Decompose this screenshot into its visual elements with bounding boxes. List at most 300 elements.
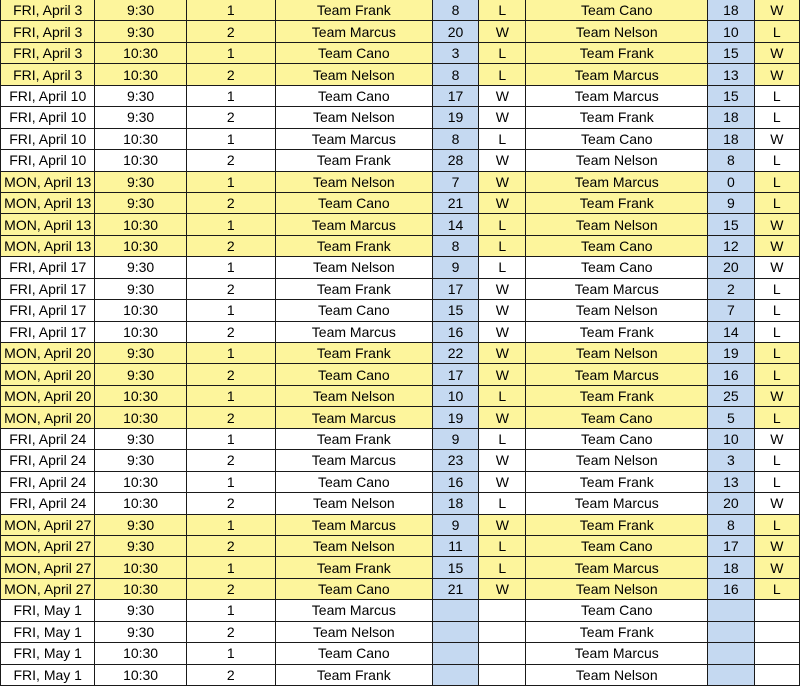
home-score-cell: 21 [432, 578, 478, 599]
home-result-cell: L [479, 535, 526, 556]
field-cell: 2 [186, 578, 275, 599]
away-team-cell: Team Cano [526, 0, 708, 21]
home-score-cell: 8 [432, 235, 478, 256]
home-score-cell: 8 [432, 0, 478, 21]
home-result-cell: W [479, 407, 526, 428]
away-team-cell: Team Cano [526, 535, 708, 556]
home-result-cell: L [479, 0, 526, 21]
home-score-cell: 22 [432, 343, 478, 364]
time-cell: 10:30 [95, 578, 186, 599]
field-cell: 1 [186, 128, 275, 149]
game-row [1, 171, 800, 192]
game-row [1, 192, 800, 213]
home-team-cell: Team Nelson [275, 171, 432, 192]
home-team-cell: Team Cano [275, 643, 432, 664]
away-result-cell: L [754, 471, 799, 492]
away-team-cell: Team Nelson [526, 21, 708, 42]
date-cell: MON, April 20 [1, 407, 95, 428]
game-row [1, 21, 800, 42]
away-result-cell: L [754, 107, 799, 128]
away-result-cell: L [754, 21, 799, 42]
game-row [1, 578, 800, 599]
field-cell: 2 [186, 664, 275, 685]
date-cell: MON, April 20 [1, 385, 95, 406]
home-score-cell: 11 [432, 535, 478, 556]
away-score-cell: 14 [708, 321, 754, 342]
home-result-cell: W [479, 450, 526, 471]
home-score-cell: 10 [432, 385, 478, 406]
away-team-cell: Team Frank [526, 321, 708, 342]
home-score-cell: 7 [432, 171, 478, 192]
home-result-cell: L [479, 428, 526, 449]
home-score-cell: 23 [432, 450, 478, 471]
home-score-cell: 21 [432, 192, 478, 213]
time-cell: 10:30 [95, 42, 186, 63]
away-team-cell: Team Cano [526, 235, 708, 256]
time-cell: 9:30 [95, 343, 186, 364]
away-score-cell: 8 [708, 514, 754, 535]
home-result-cell: L [479, 557, 526, 578]
time-cell: 9:30 [95, 0, 186, 21]
home-result-cell: W [479, 85, 526, 106]
date-cell: FRI, April 24 [1, 428, 95, 449]
time-cell: 9:30 [95, 257, 186, 278]
away-score-cell: 8 [708, 150, 754, 171]
time-cell: 10:30 [95, 385, 186, 406]
away-result-cell: L [754, 150, 799, 171]
away-team-cell: Team Marcus [526, 85, 708, 106]
away-team-cell: Team Nelson [526, 300, 708, 321]
away-result-cell: L [754, 171, 799, 192]
home-result-cell: L [479, 64, 526, 85]
home-team-cell: Team Frank [275, 235, 432, 256]
away-result-cell: L [754, 364, 799, 385]
field-cell: 1 [186, 42, 275, 63]
game-row [1, 428, 800, 449]
home-result-cell: W [479, 171, 526, 192]
time-cell: 10:30 [95, 643, 186, 664]
time-cell: 10:30 [95, 471, 186, 492]
date-cell: FRI, May 1 [1, 600, 95, 621]
away-team-cell: Team Frank [526, 192, 708, 213]
away-result-cell: W [754, 64, 799, 85]
away-score-cell: 13 [708, 64, 754, 85]
date-cell: FRI, May 1 [1, 621, 95, 642]
home-result-cell: L [479, 214, 526, 235]
home-team-cell: Team Marcus [275, 600, 432, 621]
home-score-cell: 16 [432, 471, 478, 492]
home-result-cell: W [479, 321, 526, 342]
away-result-cell: W [754, 385, 799, 406]
field-cell: 1 [186, 257, 275, 278]
home-score-cell: 14 [432, 214, 478, 235]
home-team-cell: Team Cano [275, 578, 432, 599]
home-team-cell: Team Nelson [275, 535, 432, 556]
home-score-cell: 19 [432, 407, 478, 428]
away-score-cell [708, 621, 754, 642]
away-team-cell: Team Frank [526, 385, 708, 406]
home-team-cell: Team Marcus [275, 128, 432, 149]
away-score-cell: 17 [708, 535, 754, 556]
away-score-cell: 3 [708, 450, 754, 471]
field-cell: 2 [186, 364, 275, 385]
away-score-cell [708, 643, 754, 664]
field-cell: 2 [186, 535, 275, 556]
away-result-cell [754, 643, 799, 664]
away-score-cell: 16 [708, 364, 754, 385]
time-cell: 9:30 [95, 171, 186, 192]
time-cell: 10:30 [95, 300, 186, 321]
home-team-cell: Team Nelson [275, 493, 432, 514]
game-row [1, 257, 800, 278]
field-cell: 2 [186, 192, 275, 213]
field-cell: 1 [186, 0, 275, 21]
time-cell: 9:30 [95, 278, 186, 299]
away-result-cell: W [754, 535, 799, 556]
away-result-cell: W [754, 557, 799, 578]
time-cell: 9:30 [95, 107, 186, 128]
away-score-cell: 13 [708, 471, 754, 492]
field-cell: 1 [186, 514, 275, 535]
home-score-cell [432, 621, 478, 642]
away-team-cell: Team Nelson [526, 343, 708, 364]
home-result-cell [479, 643, 526, 664]
field-cell: 2 [186, 21, 275, 42]
away-team-cell: Team Frank [526, 621, 708, 642]
time-cell: 9:30 [95, 621, 186, 642]
away-result-cell: L [754, 450, 799, 471]
date-cell: FRI, April 24 [1, 450, 95, 471]
away-team-cell: Team Nelson [526, 214, 708, 235]
home-result-cell: L [479, 257, 526, 278]
home-score-cell: 9 [432, 428, 478, 449]
field-cell: 2 [186, 493, 275, 514]
home-result-cell: W [479, 107, 526, 128]
home-score-cell [432, 664, 478, 685]
game-row [1, 214, 800, 235]
home-team-cell: Team Frank [275, 428, 432, 449]
away-result-cell: L [754, 578, 799, 599]
field-cell: 1 [186, 471, 275, 492]
field-cell: 1 [186, 643, 275, 664]
time-cell: 10:30 [95, 214, 186, 235]
away-team-cell: Team Marcus [526, 278, 708, 299]
away-team-cell: Team Nelson [526, 150, 708, 171]
home-team-cell: Team Cano [275, 192, 432, 213]
date-cell: MON, April 13 [1, 235, 95, 256]
time-cell: 10:30 [95, 150, 186, 171]
home-score-cell: 17 [432, 278, 478, 299]
date-cell: MON, April 27 [1, 578, 95, 599]
date-cell: MON, April 13 [1, 192, 95, 213]
away-team-cell: Team Cano [526, 257, 708, 278]
away-team-cell: Team Cano [526, 407, 708, 428]
date-cell: FRI, April 17 [1, 278, 95, 299]
time-cell: 10:30 [95, 64, 186, 85]
away-team-cell: Team Cano [526, 128, 708, 149]
field-cell: 1 [186, 428, 275, 449]
away-result-cell: L [754, 321, 799, 342]
home-team-cell: Team Nelson [275, 107, 432, 128]
home-team-cell: Team Nelson [275, 385, 432, 406]
away-team-cell: Team Nelson [526, 450, 708, 471]
game-row [1, 85, 800, 106]
game-row [1, 600, 800, 621]
time-cell: 9:30 [95, 600, 186, 621]
away-score-cell: 20 [708, 493, 754, 514]
date-cell: FRI, April 10 [1, 85, 95, 106]
home-score-cell: 15 [432, 557, 478, 578]
home-score-cell: 9 [432, 257, 478, 278]
away-result-cell: W [754, 214, 799, 235]
date-cell: MON, April 27 [1, 535, 95, 556]
field-cell: 2 [186, 407, 275, 428]
away-result-cell: L [754, 514, 799, 535]
away-result-cell: L [754, 300, 799, 321]
home-result-cell: W [479, 300, 526, 321]
home-result-cell: W [479, 150, 526, 171]
field-cell: 2 [186, 450, 275, 471]
away-team-cell: Team Cano [526, 600, 708, 621]
home-result-cell: W [479, 514, 526, 535]
away-score-cell: 5 [708, 407, 754, 428]
away-result-cell [754, 664, 799, 685]
away-result-cell: W [754, 128, 799, 149]
home-team-cell: Team Frank [275, 557, 432, 578]
home-result-cell: W [479, 471, 526, 492]
game-row [1, 42, 800, 63]
game-row [1, 0, 800, 21]
time-cell: 9:30 [95, 450, 186, 471]
date-cell: FRI, April 17 [1, 321, 95, 342]
field-cell: 2 [186, 621, 275, 642]
home-team-cell: Team Cano [275, 471, 432, 492]
field-cell: 1 [186, 557, 275, 578]
away-score-cell: 19 [708, 343, 754, 364]
away-score-cell: 15 [708, 85, 754, 106]
field-cell: 2 [186, 321, 275, 342]
away-score-cell: 20 [708, 257, 754, 278]
game-row [1, 557, 800, 578]
game-row [1, 343, 800, 364]
field-cell: 1 [186, 214, 275, 235]
home-team-cell: Team Marcus [275, 514, 432, 535]
home-team-cell: Team Marcus [275, 21, 432, 42]
away-score-cell [708, 600, 754, 621]
time-cell: 10:30 [95, 321, 186, 342]
time-cell: 10:30 [95, 557, 186, 578]
away-result-cell [754, 621, 799, 642]
home-team-cell: Team Marcus [275, 407, 432, 428]
home-team-cell: Team Frank [275, 0, 432, 21]
field-cell: 1 [186, 171, 275, 192]
home-score-cell: 15 [432, 300, 478, 321]
away-result-cell: L [754, 278, 799, 299]
home-team-cell: Team Cano [275, 300, 432, 321]
home-score-cell: 9 [432, 514, 478, 535]
date-cell: MON, April 13 [1, 214, 95, 235]
field-cell: 1 [186, 300, 275, 321]
game-row [1, 321, 800, 342]
home-result-cell [479, 621, 526, 642]
away-score-cell: 7 [708, 300, 754, 321]
game-row [1, 300, 800, 321]
home-score-cell: 8 [432, 128, 478, 149]
away-score-cell: 25 [708, 385, 754, 406]
game-row [1, 535, 800, 556]
date-cell: FRI, April 10 [1, 107, 95, 128]
time-cell: 10:30 [95, 128, 186, 149]
game-row [1, 450, 800, 471]
away-score-cell [708, 664, 754, 685]
away-result-cell [754, 600, 799, 621]
field-cell: 1 [186, 600, 275, 621]
away-score-cell: 16 [708, 578, 754, 599]
game-row [1, 235, 800, 256]
date-cell: MON, April 20 [1, 364, 95, 385]
away-score-cell: 15 [708, 214, 754, 235]
date-cell: FRI, April 10 [1, 128, 95, 149]
home-team-cell: Team Marcus [275, 214, 432, 235]
time-cell: 10:30 [95, 493, 186, 514]
home-result-cell: L [479, 128, 526, 149]
field-cell: 2 [186, 64, 275, 85]
date-cell: MON, April 13 [1, 171, 95, 192]
away-team-cell: Team Marcus [526, 171, 708, 192]
game-row [1, 385, 800, 406]
away-result-cell: W [754, 235, 799, 256]
away-score-cell: 15 [708, 42, 754, 63]
home-result-cell [479, 600, 526, 621]
home-team-cell: Team Frank [275, 150, 432, 171]
date-cell: FRI, April 3 [1, 0, 95, 21]
away-result-cell: L [754, 343, 799, 364]
date-cell: FRI, April 3 [1, 21, 95, 42]
home-result-cell: W [479, 192, 526, 213]
home-result-cell: W [479, 21, 526, 42]
away-score-cell: 9 [708, 192, 754, 213]
home-team-cell: Team Marcus [275, 321, 432, 342]
date-cell: MON, April 27 [1, 557, 95, 578]
game-row [1, 514, 800, 535]
home-score-cell: 19 [432, 107, 478, 128]
away-team-cell: Team Marcus [526, 364, 708, 385]
schedule-body [1, 0, 800, 686]
home-result-cell: W [479, 278, 526, 299]
away-score-cell: 2 [708, 278, 754, 299]
home-score-cell: 16 [432, 321, 478, 342]
home-score-cell: 17 [432, 85, 478, 106]
home-score-cell: 8 [432, 64, 478, 85]
away-team-cell: Team Marcus [526, 557, 708, 578]
away-team-cell: Team Nelson [526, 578, 708, 599]
field-cell: 2 [186, 235, 275, 256]
home-team-cell: Team Marcus [275, 450, 432, 471]
home-result-cell: W [479, 364, 526, 385]
time-cell: 9:30 [95, 364, 186, 385]
home-result-cell: L [479, 42, 526, 63]
field-cell: 1 [186, 343, 275, 364]
home-score-cell [432, 600, 478, 621]
home-score-cell: 17 [432, 364, 478, 385]
away-team-cell: Team Marcus [526, 64, 708, 85]
date-cell: FRI, April 3 [1, 64, 95, 85]
away-team-cell: Team Cano [526, 428, 708, 449]
time-cell: 9:30 [95, 192, 186, 213]
home-result-cell: L [479, 235, 526, 256]
date-cell: FRI, May 1 [1, 643, 95, 664]
home-score-cell: 20 [432, 21, 478, 42]
date-cell: MON, April 27 [1, 514, 95, 535]
away-score-cell: 18 [708, 0, 754, 21]
home-score-cell: 3 [432, 42, 478, 63]
date-cell: FRI, April 24 [1, 493, 95, 514]
home-team-cell: Team Cano [275, 42, 432, 63]
away-result-cell: W [754, 42, 799, 63]
away-team-cell: Team Frank [526, 42, 708, 63]
game-row [1, 64, 800, 85]
game-row [1, 150, 800, 171]
home-result-cell: W [479, 343, 526, 364]
home-score-cell: 28 [432, 150, 478, 171]
field-cell: 2 [186, 278, 275, 299]
home-score-cell: 18 [432, 493, 478, 514]
home-team-cell: Team Cano [275, 85, 432, 106]
away-team-cell: Team Marcus [526, 643, 708, 664]
date-cell: FRI, April 10 [1, 150, 95, 171]
home-result-cell: L [479, 493, 526, 514]
time-cell: 9:30 [95, 85, 186, 106]
game-row [1, 364, 800, 385]
game-row [1, 407, 800, 428]
home-team-cell: Team Cano [275, 364, 432, 385]
game-row [1, 107, 800, 128]
field-cell: 1 [186, 385, 275, 406]
home-team-cell: Team Frank [275, 278, 432, 299]
home-result-cell [479, 664, 526, 685]
game-row [1, 128, 800, 149]
date-cell: FRI, April 17 [1, 257, 95, 278]
home-team-cell: Team Frank [275, 343, 432, 364]
game-row [1, 621, 800, 642]
home-team-cell: Team Nelson [275, 621, 432, 642]
date-cell: FRI, April 24 [1, 471, 95, 492]
home-team-cell: Team Frank [275, 664, 432, 685]
away-team-cell: Team Frank [526, 514, 708, 535]
away-score-cell: 18 [708, 557, 754, 578]
home-score-cell [432, 643, 478, 664]
time-cell: 9:30 [95, 514, 186, 535]
date-cell: MON, April 20 [1, 343, 95, 364]
time-cell: 9:30 [95, 21, 186, 42]
away-score-cell: 18 [708, 107, 754, 128]
away-team-cell: Team Nelson [526, 664, 708, 685]
away-result-cell: W [754, 428, 799, 449]
game-row [1, 664, 800, 685]
away-score-cell: 0 [708, 171, 754, 192]
away-score-cell: 18 [708, 128, 754, 149]
away-score-cell: 10 [708, 428, 754, 449]
away-team-cell: Team Frank [526, 107, 708, 128]
away-score-cell: 12 [708, 235, 754, 256]
game-row [1, 278, 800, 299]
field-cell: 2 [186, 107, 275, 128]
home-result-cell: W [479, 578, 526, 599]
field-cell: 1 [186, 85, 275, 106]
away-result-cell: L [754, 85, 799, 106]
game-row [1, 643, 800, 664]
away-result-cell: L [754, 192, 799, 213]
